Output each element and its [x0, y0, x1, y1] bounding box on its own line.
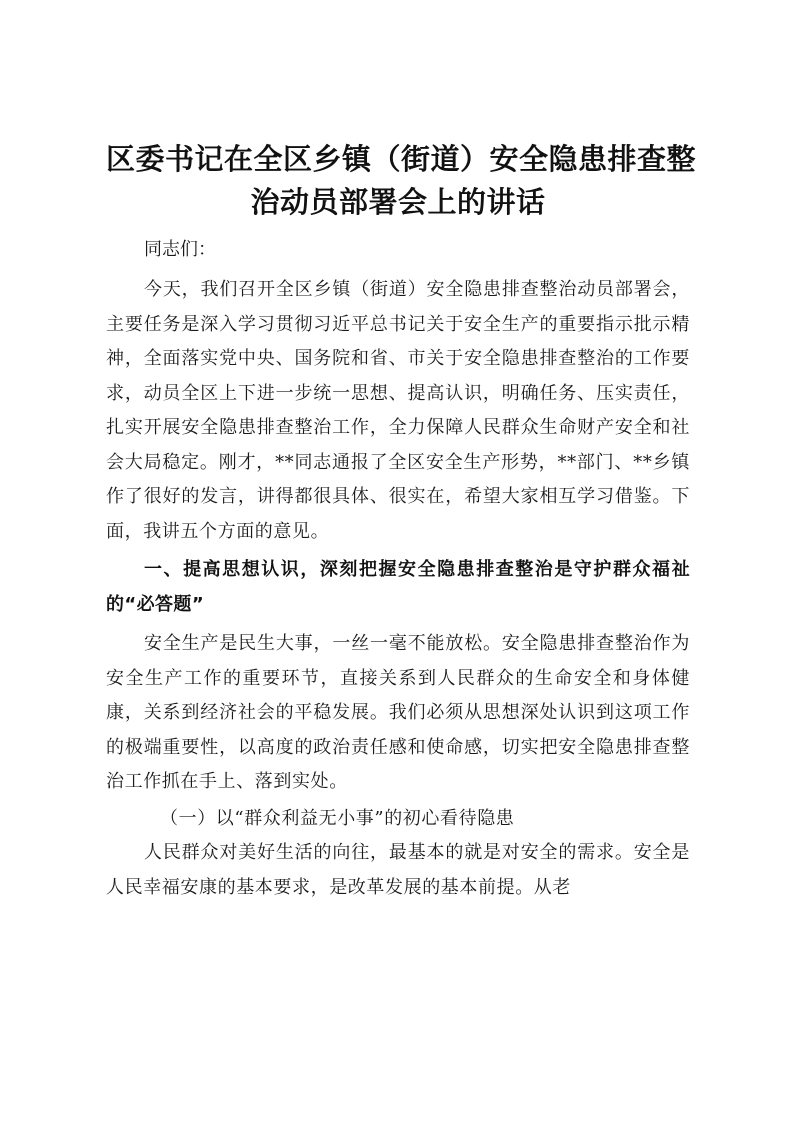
document-title — [106, 138, 697, 224]
title-line-1: 区委书记在全区乡镇（街道）安全隐患排查整 — [106, 142, 697, 176]
paragraph-section-1: 安全生产是民生大事，一丝一毫不能放松。安全隐患排查整治作为安全生产工作的重要环节，直接关系到人民群众的生命安全和身体健康，关系到经济社会的平稳发展。我们必须从思想深处认识到这项工作的极端重要性，以高度的政治责任感和使命感，切实把安全隐患排查整治工作抓在手上、落到实处。 — [106, 633, 690, 792]
section-heading-1: 一、提高思想认识，深刻把握安全隐患排查整治是守护群众福祉的“必答题” — [106, 559, 690, 615]
subsection-heading-1: （一）以“群众利益无小事”的初心看待隐患 — [160, 807, 515, 829]
paragraph-intro: 今天，我们召开全区乡镇（街道）安全隐患排查整治动员部署会，主要任务是深入学习贯彻习近平总书记关于安全生产的重要指示批示精神，全面落实党中央、国务院和省、市关于安全隐患排查整治的工作要求，动员全区上下进一步统一思想、提高认识，明确任务、压实责任，扎实开展安全隐患排查整治工作，全力保障人民群众生命财产安全和社会大局稳定。刚才，**同志通报了全区安全生产形势，**部门、**乡镇作了很好的发言，讲得都很具体、很实在，希望大家相互学习借鉴。下面，我讲五个方面的意见。 — [106, 279, 690, 542]
document-body — [106, 138, 697, 905]
title-line-2: 治动员部署会上的讲话 — [250, 185, 546, 219]
paragraph-subsection-1: 人民群众对美好生活的向往，最基本的就是对安全的需求。安全是人民幸福安康的基本要求，是改革发展的基本前提。从老 — [106, 842, 690, 898]
greeting: 同志们： — [144, 239, 216, 260]
